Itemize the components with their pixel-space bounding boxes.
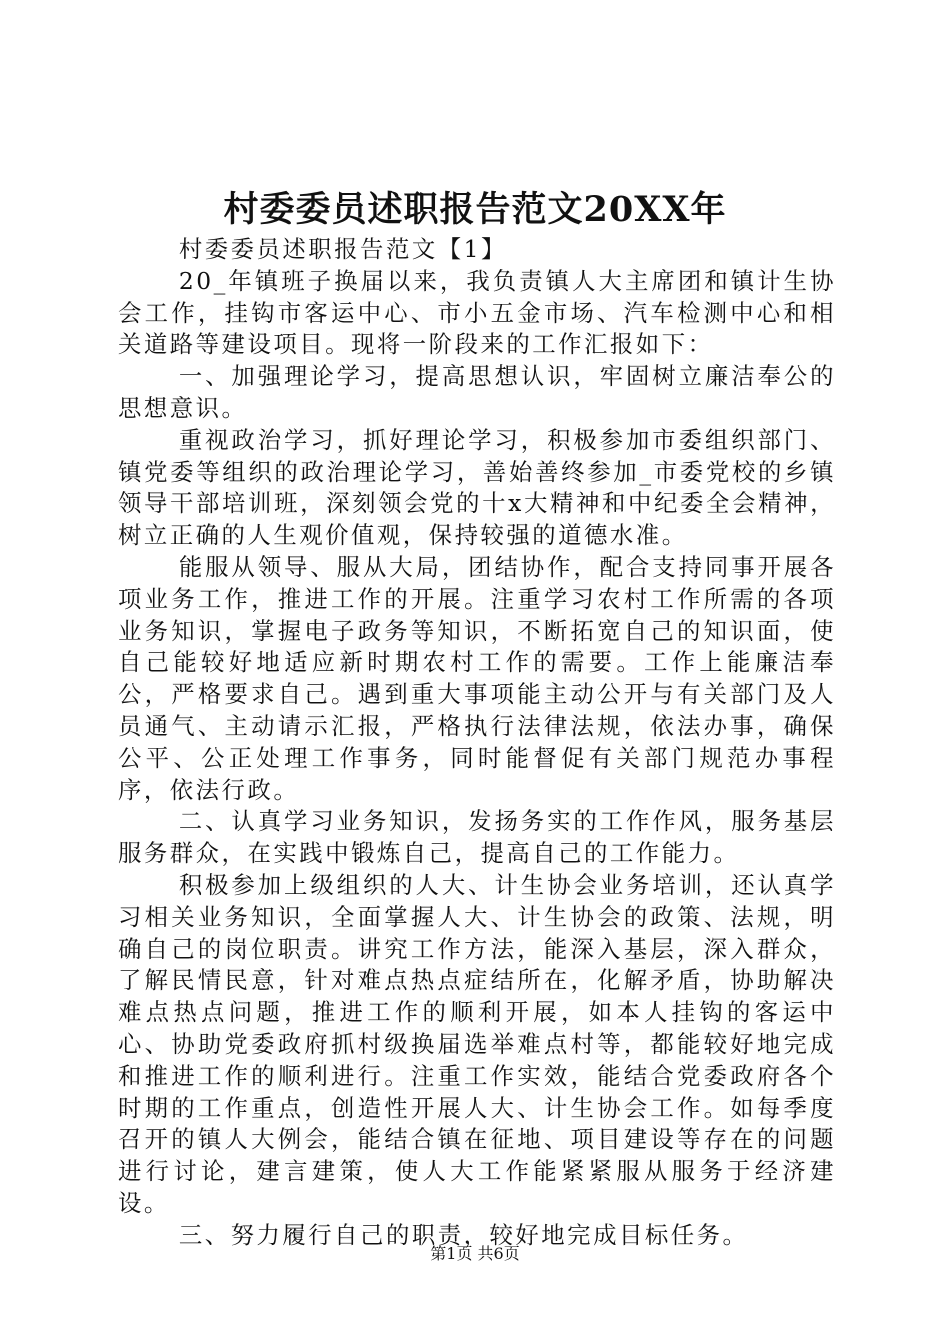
section-heading: 二、认真学习业务知识，发扬务实的工作作风，服务基层服务群众，在实践中锻炼自己，提高自己的工作能力。 (118, 807, 836, 868)
paragraph: 能服从领导、服从大局，团结协作，配合支持同事开展各项业务工作，推进工作的开展。注重学习农村工作所需的各项业务知识，掌握电子政务等知识，不断拓宽自己的知识面，使自己能较好地适应新时期农村工作的需要。工作上能廉洁奉公，严格要求自己。遇到重大事项能主动公开与有关部门及人员通气、主动请示汇报，严格执行法律法规，依法办事，确保公平、公正处理工作事务，同时能督促有关部门规范办事程序，依法行政。 (118, 552, 836, 804)
paragraph: 重视政治学习，抓好理论学习，积极参加市委组织部门、镇党委等组织的政治理论学习，善始善终参加_市委党校的乡镇领导干部培训班，深刻领会党的十x大精神和中纪委全会精神，树立正确的人生观价值观，保持较强的道德水准。 (118, 425, 836, 550)
section-heading: 三、努力履行自己的职责，较好地完成目标任务。 (178, 1220, 749, 1249)
page-footer: 第1页 共6页 (430, 1244, 520, 1263)
section-heading: 村委委员述职报告范文【1】 (178, 235, 507, 263)
paragraph: 20_年镇班子换届以来，我负责镇人大主席团和镇计生协会工作，挂钩市客运中心、市小五金市场、汽车检测中心和相关道路等建设项目。现将一阶段来的工作汇报如下： (118, 266, 836, 359)
document-title: 村委委员述职报告范文20XX年 (223, 189, 727, 230)
section-heading: 一、加强理论学习，提高思想认识，牢固树立廉洁奉公的思想意识。 (118, 362, 836, 422)
document-body (118, 234, 836, 1252)
paragraph: 积极参加上级组织的人大、计生协会业务培训，还认真学习相关业务知识，全面掌握人大、计生协会的政策、法规，明确自己的岗位职责。讲究工作方法，能深入基层，深入群众，了解民情民意，针对难点热点症结所在，化解矛盾，协助解决难点热点问题，推进工作的顺利开展，如本人挂钩的客运中心、协助党委政府抓村级换届选举难点村等，都能较好地完成和推进工作的顺利进行。注重工作实效，能结合党委政府各个时期的工作重点，创造性开展人大、计生协会工作。如每季度召开的镇人大例会，能结合镇在征地、项目建设等存在的问题进行讨论，建言建策，使人大工作能紧紧服从服务于经济建设。 (118, 870, 836, 1217)
